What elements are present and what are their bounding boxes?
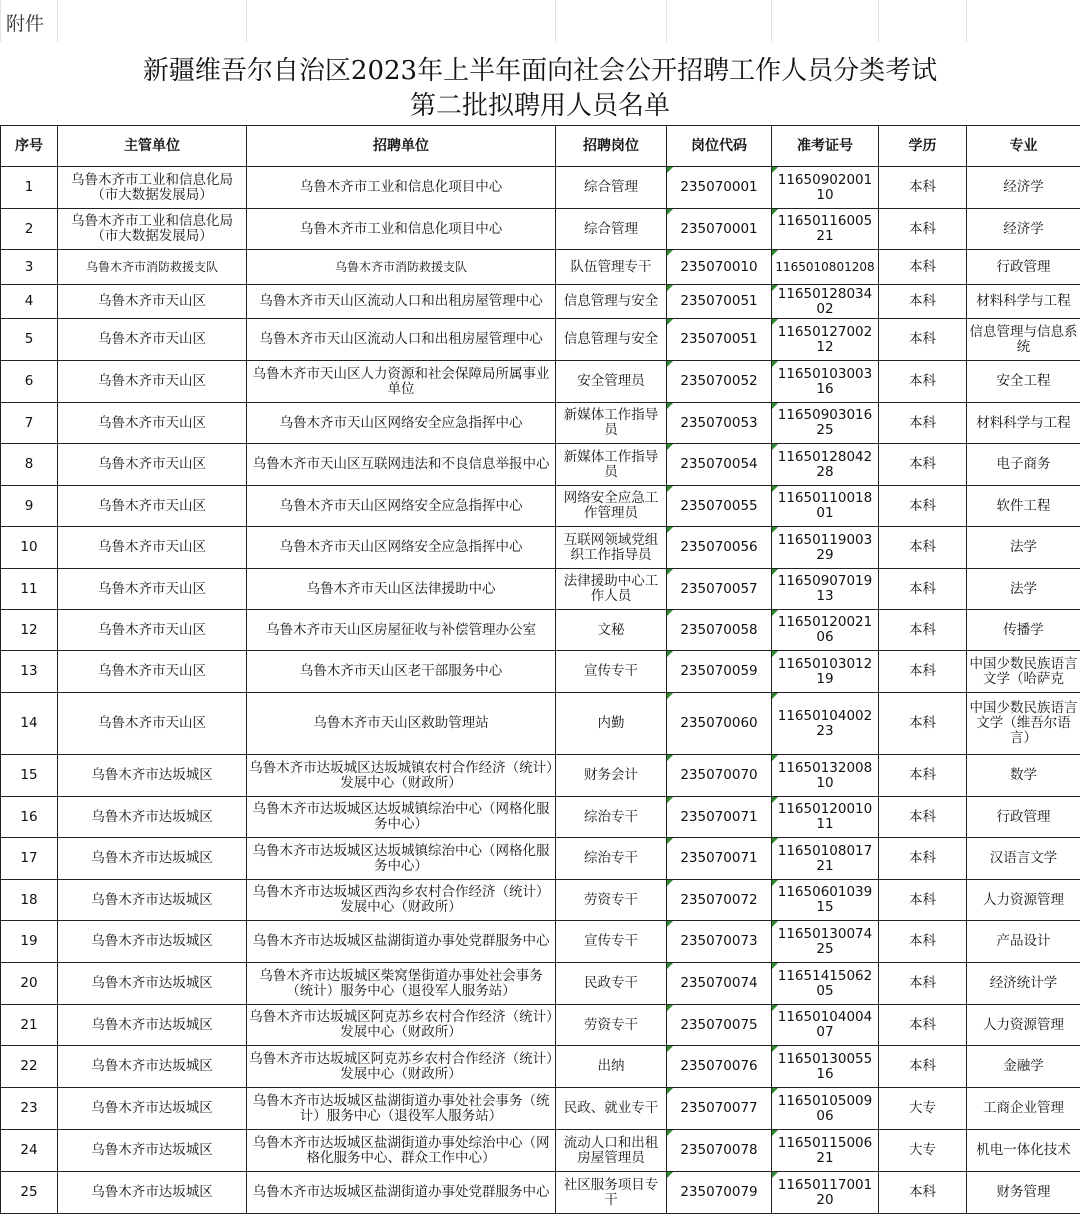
cell-department: 乌鲁木齐市天山区 [58,610,247,651]
table-row [1,403,1080,444]
table-row [1,797,1080,838]
cell-index: 8 [1,444,58,486]
cell-position-code: 235070070 [667,755,772,797]
cell-department: 乌鲁木齐市达坂城区 [58,1130,247,1172]
cell-index: 20 [1,963,58,1005]
cell-department: 乌鲁木齐市达坂城区 [58,1005,247,1046]
cell-position-code: 235070079 [667,1172,772,1214]
cell-exam-id: 1165060103915 [772,880,879,921]
cell-education: 本科 [879,693,967,755]
cell-major: 中国少数民族语言文学（维吾尔语言） [967,693,1080,755]
cell-major: 材料科学与工程 [967,285,1080,319]
cell-education: 本科 [879,444,967,486]
cell-position-code: 235070057 [667,569,772,610]
cell-education: 本科 [879,651,967,693]
cell-employer: 乌鲁木齐市工业和信息化项目中心 [247,209,556,250]
table-row [1,921,1080,963]
table-row [1,167,1080,209]
cell-education: 本科 [879,880,967,921]
cell-exam-id: 1165011700120 [772,1172,879,1214]
cell-education: 本科 [879,1005,967,1046]
cell-exam-id: 1165010801208 [772,250,879,285]
cell-position: 民政、就业专干 [556,1088,667,1130]
header-major: 专业 [967,126,1080,167]
cell-department: 乌鲁木齐市天山区 [58,319,247,361]
cell-education: 本科 [879,167,967,209]
cell-index: 1 [1,167,58,209]
cell-exam-id: 1165012804228 [772,444,879,486]
cell-position-code: 235070051 [667,285,772,319]
cell-employer: 乌鲁木齐市天山区流动人口和出租房屋管理中心 [247,319,556,361]
cell-index: 6 [1,361,58,403]
cell-employer: 乌鲁木齐市天山区法律援助中心 [247,569,556,610]
cell-position-code: 235070055 [667,486,772,527]
cell-major: 传播学 [967,610,1080,651]
cell-department: 乌鲁木齐市达坂城区 [58,755,247,797]
cell-major: 工商企业管理 [967,1088,1080,1130]
cell-major: 产品设计 [967,921,1080,963]
table-row [1,444,1080,486]
document-title-line-2: 第二批拟聘用人员名单 [0,85,1080,122]
table-row [1,209,1080,250]
cell-employer: 乌鲁木齐市天山区房屋征收与补偿管理办公室 [247,610,556,651]
cell-index: 11 [1,569,58,610]
cell-index: 9 [1,486,58,527]
cell-education: 本科 [879,921,967,963]
cell-employer: 乌鲁木齐市达坂城区阿克苏乡农村合作经济（统计）发展中心（财政所） [247,1005,556,1046]
cell-index: 7 [1,403,58,444]
table-row [1,1130,1080,1172]
cell-exam-id: 1165011001801 [772,486,879,527]
cell-employer: 乌鲁木齐市天山区网络安全应急指挥中心 [247,486,556,527]
cell-index: 19 [1,921,58,963]
cell-employer: 乌鲁木齐市达坂城区达坂城镇综治中心（网格化服务中心） [247,838,556,880]
cell-exam-id: 1165011600521 [772,209,879,250]
cell-index: 5 [1,319,58,361]
cell-position: 综治专干 [556,838,667,880]
cell-position: 综合管理 [556,209,667,250]
cell-index: 13 [1,651,58,693]
cell-major: 行政管理 [967,250,1080,285]
cell-position-code: 235070073 [667,921,772,963]
cell-position-code: 235070060 [667,693,772,755]
cell-education: 本科 [879,250,967,285]
cell-exam-id: 1165012001011 [772,797,879,838]
cell-position-code: 235070051 [667,319,772,361]
cell-position-code: 235070058 [667,610,772,651]
cell-exam-id: 1165090301625 [772,403,879,444]
cell-education: 本科 [879,963,967,1005]
cell-exam-id: 1165012002106 [772,610,879,651]
cell-employer: 乌鲁木齐市天山区救助管理站 [247,693,556,755]
cell-employer: 乌鲁木齐市天山区网络安全应急指挥中心 [247,403,556,444]
cell-exam-id: 1165010500906 [772,1088,879,1130]
cell-index: 25 [1,1172,58,1214]
spreadsheet-top-area [0,0,1080,42]
cell-department: 乌鲁木齐市达坂城区 [58,1172,247,1214]
cell-education: 本科 [879,319,967,361]
cell-major: 金融学 [967,1046,1080,1088]
cell-department: 乌鲁木齐市达坂城区 [58,1088,247,1130]
cell-employer: 乌鲁木齐市达坂城区盐湖街道办事处综治中心（网格化服务中心、群众工作中心） [247,1130,556,1172]
cell-position: 宣传专干 [556,921,667,963]
cell-position-code: 235070010 [667,250,772,285]
cell-position-code: 235070078 [667,1130,772,1172]
cell-exam-id: 1165012803402 [772,285,879,319]
cell-position-code: 235070053 [667,403,772,444]
table-row [1,250,1080,285]
cell-index: 24 [1,1130,58,1172]
table-row [1,880,1080,921]
cell-employer: 乌鲁木齐市天山区流动人口和出租房屋管理中心 [247,285,556,319]
cell-education: 本科 [879,610,967,651]
cell-employer: 乌鲁木齐市达坂城区盐湖街道办事处党群服务中心 [247,921,556,963]
table-row [1,610,1080,651]
table-row [1,755,1080,797]
cell-position: 社区服务项目专干 [556,1172,667,1214]
cell-employer: 乌鲁木齐市工业和信息化项目中心 [247,167,556,209]
cell-position-code: 235070076 [667,1046,772,1088]
cell-major: 经济学 [967,209,1080,250]
cell-employer: 乌鲁木齐市达坂城区柴窝堡街道办事处社会事务（统计）服务中心（退役军人服务站） [247,963,556,1005]
cell-exam-id: 1165013005516 [772,1046,879,1088]
table-row [1,361,1080,403]
cell-department: 乌鲁木齐市天山区 [58,569,247,610]
cell-position: 民政专干 [556,963,667,1005]
cell-employer: 乌鲁木齐市天山区老干部服务中心 [247,651,556,693]
cell-index: 23 [1,1088,58,1130]
recruitment-table [0,125,1080,1214]
cell-major: 法学 [967,527,1080,569]
cell-position-code: 235070054 [667,444,772,486]
cell-exam-id: 1165010400407 [772,1005,879,1046]
cell-position: 新媒体工作指导员 [556,444,667,486]
cell-department: 乌鲁木齐市天山区 [58,651,247,693]
cell-index: 22 [1,1046,58,1088]
cell-department: 乌鲁木齐市天山区 [58,361,247,403]
cell-index: 2 [1,209,58,250]
cell-position: 队伍管理专干 [556,250,667,285]
cell-major: 人力资源管理 [967,1005,1080,1046]
cell-position-code: 235070071 [667,838,772,880]
cell-index: 10 [1,527,58,569]
cell-position: 内勤 [556,693,667,755]
cell-exam-id: 1165010801721 [772,838,879,880]
cell-position: 劳资专干 [556,1005,667,1046]
cell-position: 财务会计 [556,755,667,797]
cell-position-code: 235070075 [667,1005,772,1046]
cell-major: 数学 [967,755,1080,797]
table-row [1,1005,1080,1046]
cell-position: 网络安全应急工作管理员 [556,486,667,527]
cell-exam-id: 1165011900329 [772,527,879,569]
cell-position-code: 235070056 [667,527,772,569]
cell-employer: 乌鲁木齐市消防救援支队 [247,250,556,285]
cell-index: 17 [1,838,58,880]
cell-exam-id: 1165010400223 [772,693,879,755]
cell-position: 文秘 [556,610,667,651]
cell-position: 信息管理与安全 [556,285,667,319]
cell-education: 本科 [879,755,967,797]
cell-education: 本科 [879,1172,967,1214]
cell-employer: 乌鲁木齐市达坂城区盐湖街道办事处社会事务（统计）服务中心（退役军人服务站） [247,1088,556,1130]
table-row [1,963,1080,1005]
cell-education: 本科 [879,797,967,838]
table-row [1,1172,1080,1214]
cell-major: 经济统计学 [967,963,1080,1005]
cell-position-code: 235070059 [667,651,772,693]
cell-position: 安全管理员 [556,361,667,403]
cell-major: 机电一体化技术 [967,1130,1080,1172]
cell-position-code: 235070071 [667,797,772,838]
cell-exam-id: 1165011500621 [772,1130,879,1172]
cell-major: 财务管理 [967,1172,1080,1214]
cell-department: 乌鲁木齐市天山区 [58,486,247,527]
cell-major: 软件工程 [967,486,1080,527]
cell-department: 乌鲁木齐市达坂城区 [58,1046,247,1088]
cell-exam-id: 1165090701913 [772,569,879,610]
cell-education: 本科 [879,1046,967,1088]
cell-position: 劳资专干 [556,880,667,921]
attachment-label: 附件 [6,9,44,36]
cell-major: 信息管理与信息系统 [967,319,1080,361]
cell-position: 流动人口和出租房屋管理员 [556,1130,667,1172]
cell-employer: 乌鲁木齐市达坂城区阿克苏乡农村合作经济（统计）发展中心（财政所） [247,1046,556,1088]
cell-department: 乌鲁木齐市天山区 [58,527,247,569]
header-position: 招聘岗位 [556,126,667,167]
spreadsheet-gridlines [0,0,1080,42]
cell-department: 乌鲁木齐市达坂城区 [58,921,247,963]
header-position-code: 岗位代码 [667,126,772,167]
header-employer: 招聘单位 [247,126,556,167]
document-title-line-1: 新疆维吾尔自治区2023年上半年面向社会公开招聘工作人员分类考试 [0,50,1080,87]
cell-department: 乌鲁木齐市达坂城区 [58,880,247,921]
cell-employer: 乌鲁木齐市达坂城区盐湖街道办事处党群服务中心 [247,1172,556,1214]
cell-major: 安全工程 [967,361,1080,403]
table-row [1,486,1080,527]
cell-index: 16 [1,797,58,838]
cell-department: 乌鲁木齐市达坂城区 [58,838,247,880]
cell-education: 本科 [879,569,967,610]
table-row [1,1046,1080,1088]
cell-employer: 乌鲁木齐市达坂城区西沟乡农村合作经济（统计）发展中心（财政所） [247,880,556,921]
cell-education: 本科 [879,285,967,319]
cell-position-code: 235070077 [667,1088,772,1130]
cell-major: 中国少数民族语言文学（哈萨克 [967,651,1080,693]
cell-index: 15 [1,755,58,797]
cell-index: 3 [1,250,58,285]
cell-education: 本科 [879,838,967,880]
header-education: 学历 [879,126,967,167]
header-department: 主管单位 [58,126,247,167]
cell-education: 本科 [879,486,967,527]
cell-index: 14 [1,693,58,755]
cell-position: 综治专干 [556,797,667,838]
cell-position-code: 235070001 [667,167,772,209]
cell-department: 乌鲁木齐市天山区 [58,693,247,755]
table-row [1,1088,1080,1130]
table-body [1,167,1080,1214]
cell-position-code: 235070001 [667,209,772,250]
cell-department: 乌鲁木齐市工业和信息化局（市大数据发展局） [58,209,247,250]
cell-exam-id: 1165141506205 [772,963,879,1005]
cell-major: 经济学 [967,167,1080,209]
cell-position-code: 235070074 [667,963,772,1005]
cell-employer: 乌鲁木齐市达坂城区达坂城镇综治中心（网格化服务中心） [247,797,556,838]
cell-department: 乌鲁木齐市工业和信息化局（市大数据发展局） [58,167,247,209]
cell-department: 乌鲁木齐市天山区 [58,285,247,319]
cell-employer: 乌鲁木齐市达坂城区达坂城镇农村合作经济（统计）发展中心（财政所） [247,755,556,797]
cell-education: 本科 [879,361,967,403]
cell-major: 人力资源管理 [967,880,1080,921]
cell-position: 出纳 [556,1046,667,1088]
header-index: 序号 [1,126,58,167]
cell-employer: 乌鲁木齐市天山区人力资源和社会保障局所属事业单位 [247,361,556,403]
cell-exam-id: 1165012700212 [772,319,879,361]
table-row [1,693,1080,755]
table-row [1,569,1080,610]
cell-position-code: 235070072 [667,880,772,921]
cell-education: 本科 [879,403,967,444]
cell-exam-id: 1165013200810 [772,755,879,797]
cell-position: 宣传专干 [556,651,667,693]
table-row [1,651,1080,693]
cell-education: 大专 [879,1130,967,1172]
cell-department: 乌鲁木齐市消防救援支队 [58,250,247,285]
cell-position: 新媒体工作指导员 [556,403,667,444]
cell-department: 乌鲁木齐市天山区 [58,403,247,444]
cell-department: 乌鲁木齐市达坂城区 [58,963,247,1005]
table-row [1,319,1080,361]
cell-position: 互联网领域党组织工作指导员 [556,527,667,569]
table-header-row [1,126,1080,167]
cell-exam-id: 1165010300316 [772,361,879,403]
table-row [1,527,1080,569]
cell-education: 本科 [879,527,967,569]
cell-index: 18 [1,880,58,921]
cell-department: 乌鲁木齐市达坂城区 [58,797,247,838]
cell-education: 大专 [879,1088,967,1130]
cell-major: 电子商务 [967,444,1080,486]
cell-major: 材料科学与工程 [967,403,1080,444]
cell-employer: 乌鲁木齐市天山区网络安全应急指挥中心 [247,527,556,569]
cell-index: 4 [1,285,58,319]
cell-major: 汉语言文学 [967,838,1080,880]
cell-major: 行政管理 [967,797,1080,838]
cell-department: 乌鲁木齐市天山区 [58,444,247,486]
cell-major: 法学 [967,569,1080,610]
cell-exam-id: 1165010301219 [772,651,879,693]
cell-index: 21 [1,1005,58,1046]
cell-education: 本科 [879,209,967,250]
cell-position: 综合管理 [556,167,667,209]
table-row [1,285,1080,319]
cell-index: 12 [1,610,58,651]
table-row [1,838,1080,880]
cell-exam-id: 1165013007425 [772,921,879,963]
cell-position: 法律援助中心工作人员 [556,569,667,610]
cell-employer: 乌鲁木齐市天山区互联网违法和不良信息举报中心 [247,444,556,486]
cell-position-code: 235070052 [667,361,772,403]
cell-position: 信息管理与安全 [556,319,667,361]
header-exam-id: 准考证号 [772,126,879,167]
cell-exam-id: 1165090200110 [772,167,879,209]
